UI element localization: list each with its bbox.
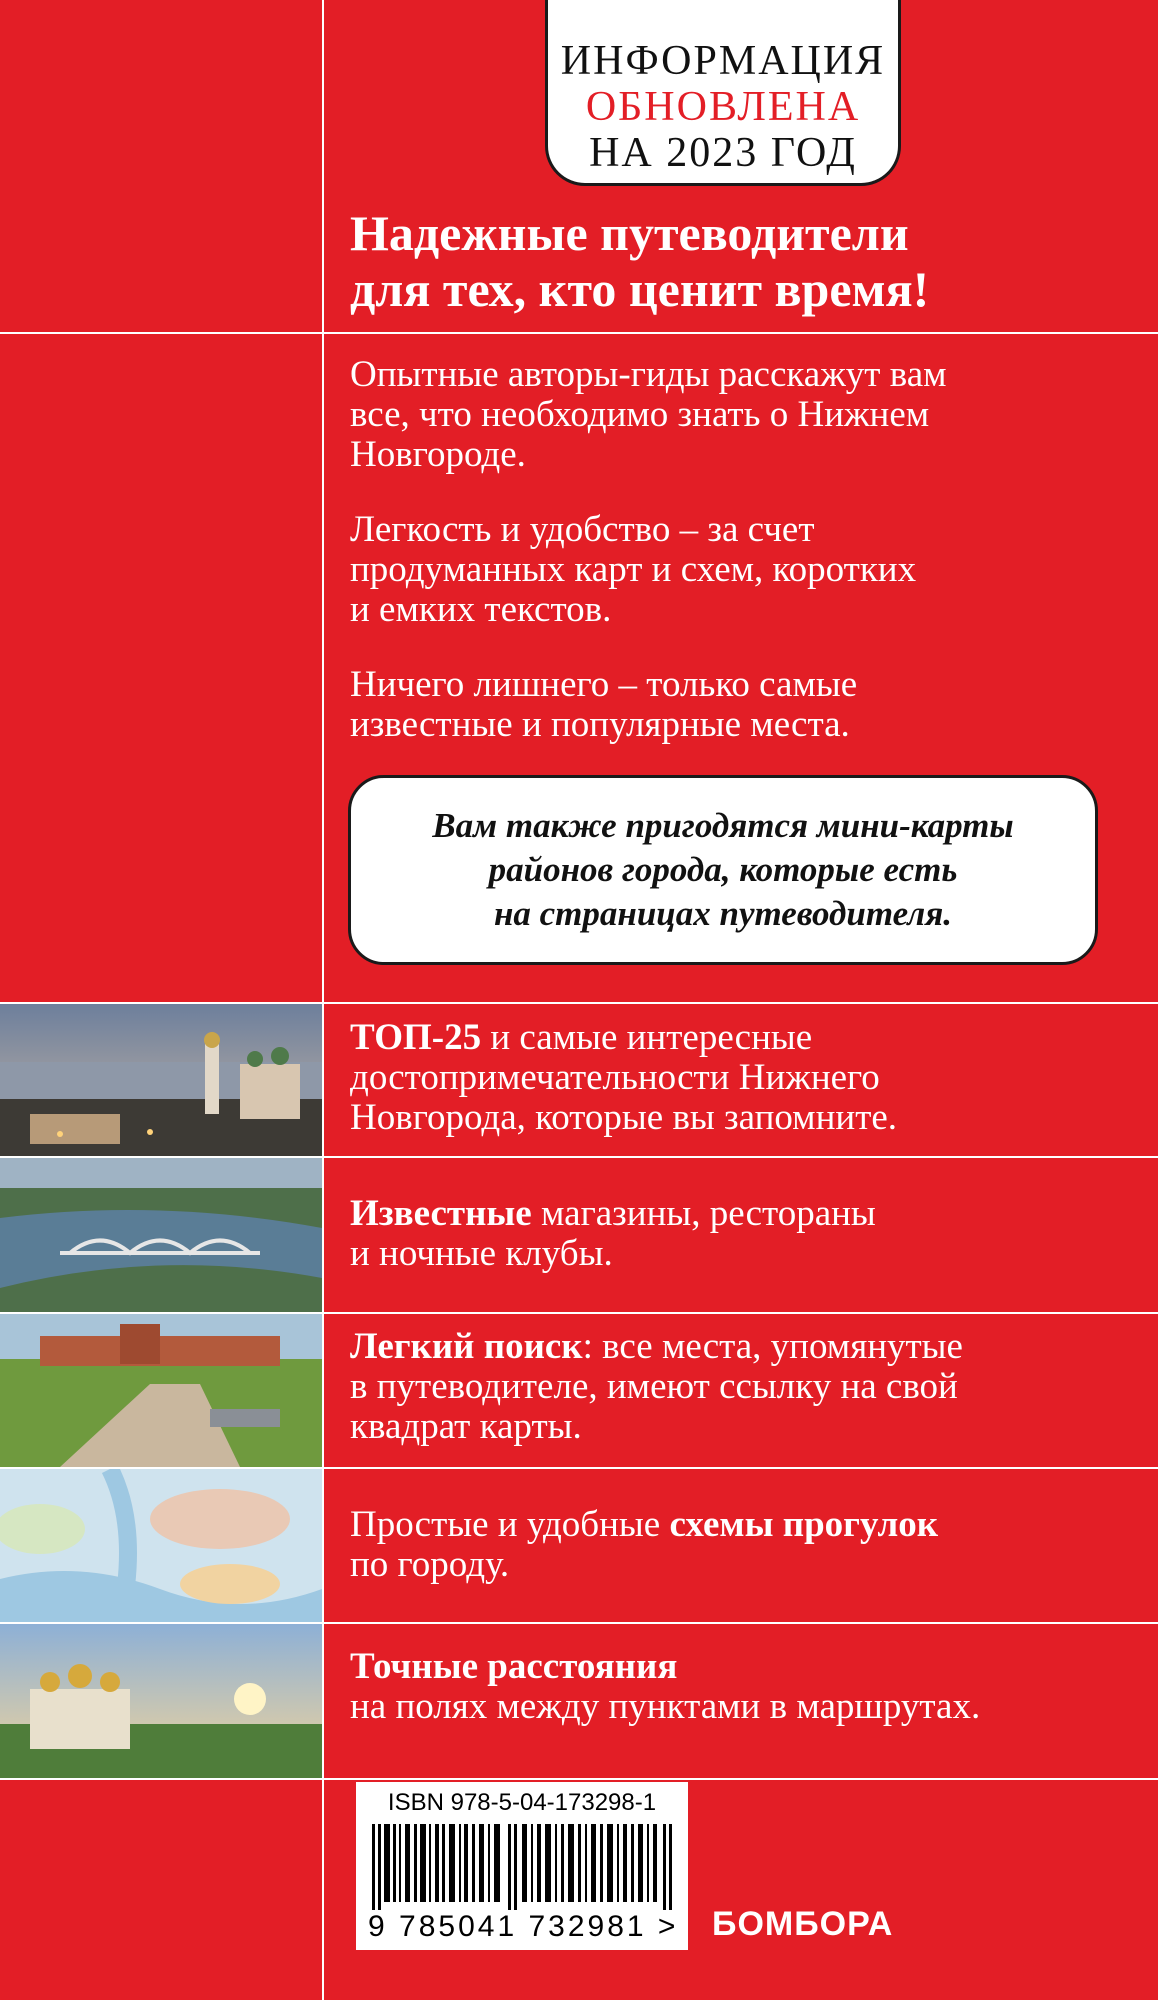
update-badge (545, 0, 901, 186)
intro-paragraph-3: Ничего лишнего – только самые известные и популярные места. (350, 664, 858, 745)
feature-easy-search: Легкий поиск: все места, упомянутые в путеводителе, имеют ссылку на свой квадрат карты. (350, 1326, 963, 1447)
isbn-label: ISBN 978-5-04-173298-1 (387, 1789, 657, 1816)
intro-paragraph-2: Легкость и удобство – за счет продуманных карт и схем, коротких и емких текстов. (350, 509, 917, 630)
mini-maps-callout: Вам также пригодятся мини-карты районов города, которые есть на страницах путеводителя. (348, 775, 1098, 965)
vertical-divider (322, 0, 324, 2000)
isbn-digits: 9 785041 732981 > (368, 1910, 679, 1943)
publisher-logo: БОМБОРА (712, 1905, 894, 1943)
photo-river-bridge (0, 1158, 322, 1312)
headline (350, 205, 1140, 317)
intro-paragraph-1: Опытные авторы-гиды расскажут вам все, что необходимо знать о Нижнем Новгороде. (350, 354, 947, 475)
photo-city-panorama (0, 1004, 322, 1156)
isbn-barcode-box (356, 1782, 688, 1950)
feature-top25: ТОП-25 и самые интересные достопримечательности Нижнего Новгорода, которые вы запомните. (350, 1017, 898, 1138)
headline-line-2: для тех, кто ценит время! (350, 261, 930, 317)
divider-6 (0, 1778, 1158, 1780)
photo-city-map (0, 1469, 322, 1622)
badge-line-2: ОБНОВЛЕНА (585, 84, 861, 130)
feature-distances: Точные расстояния на полях между пунктами в маршрутах. (350, 1646, 981, 1727)
barcode-icon (372, 1824, 672, 1910)
feature-walk-schemes: Простые и удобные схемы прогулок по городу. (350, 1504, 939, 1585)
photo-church-sunset (0, 1624, 322, 1778)
divider-top (0, 332, 1158, 334)
badge-line-1: ИНФОРМАЦИЯ (560, 38, 886, 84)
badge-line-3: НА 2023 ГОД (589, 130, 857, 176)
headline-line-1: Надежные путеводители (350, 205, 909, 261)
photo-kremlin-stairs (0, 1314, 322, 1467)
feature-shops: Известные магазины, рестораны и ночные клубы. (350, 1193, 876, 1274)
